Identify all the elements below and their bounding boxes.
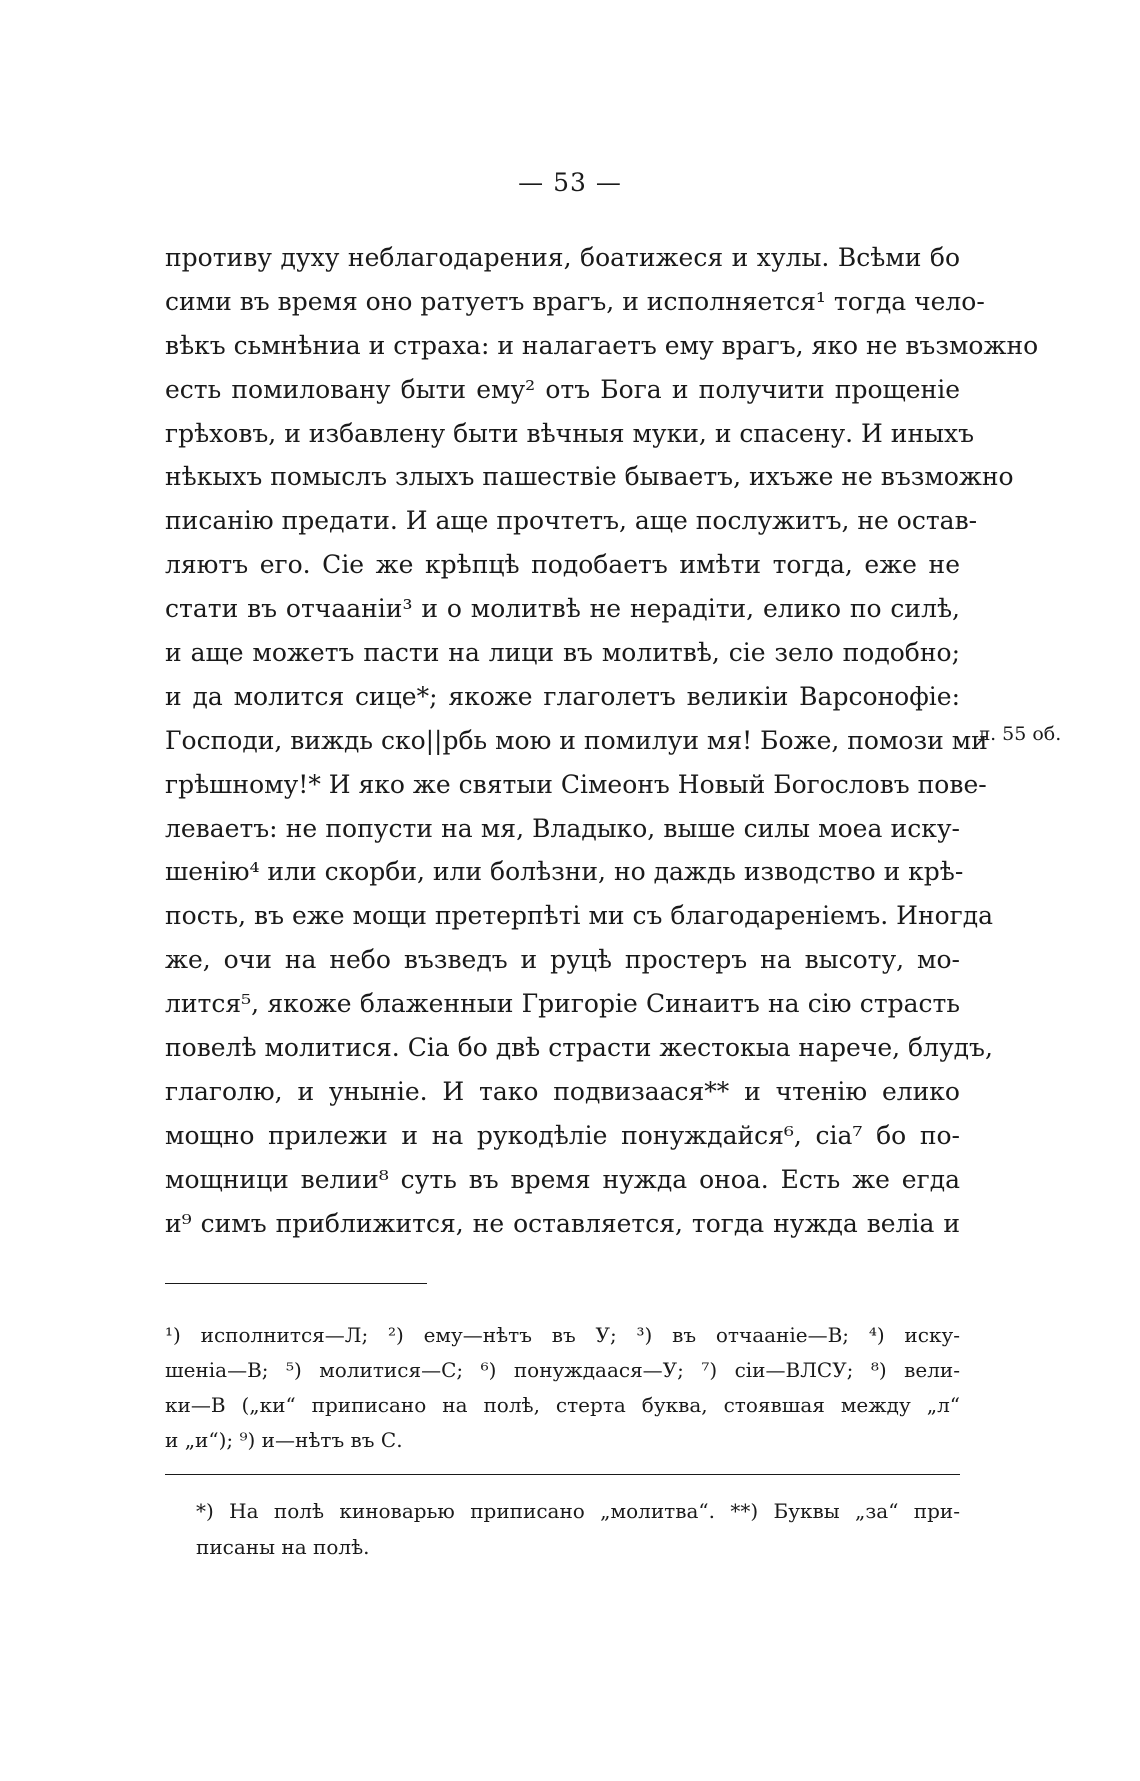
text-line: и да молится сице*; якоже глаголетъ великіи Варсонофіе:	[165, 681, 960, 711]
text-line: пость, въ еже мощи претерпѣті ми съ благодареніемъ. Иногда	[165, 901, 994, 931]
text-line: мощно прилежи и на рукодѣліе понуждайся⁶, сіа⁷ бо по-	[165, 1120, 960, 1150]
footnote-line: и „и“); ⁹) и—нѣтъ въ С.	[165, 1428, 403, 1452]
footnotes	[165, 1318, 960, 1458]
text-line: вѣкъ сьмнѣниа и страха: и налагаетъ ему врагъ, яко не възможно	[165, 330, 1039, 360]
text-line: леваетъ: не попусти на мя, Владыко, выше силы моеа иску-	[165, 813, 960, 843]
text-line: и аще можетъ пасти на лици въ молитвѣ, сіе зело подобно;	[165, 638, 960, 668]
text-line: грѣховъ, и избавлену быти вѣчныя муки, и спасену. И иныхъ	[165, 418, 975, 448]
footnote-line: ки—В („ки“ приписано на полѣ, стерта буква, стоявшая между „л“	[165, 1393, 960, 1417]
footnote-line: ¹) исполнится—Л; ²) ему—нѣтъ въ У; ³) въ отчааніе—В; ⁴) иску-	[165, 1323, 960, 1347]
text-line: грѣшному!* И яко же святыи Сімеонъ Новый Богословъ пове-	[165, 769, 987, 799]
text-line: сими въ время оно ратуетъ врагъ, и исполняется¹ тогда чело-	[165, 286, 985, 316]
footnote-line: шеніа—В; ⁵) молитися—С; ⁶) понуждаася—У; ⁷) сіи—ВЛСУ; ⁸) вели-	[165, 1358, 960, 1382]
text-line: стати въ отчааніи³ и о молитвѣ не нерадіти, елико по силѣ,	[165, 594, 960, 624]
text-line: глаголю, и уныніе. И тако подвизаася** и чтенію елико	[165, 1076, 960, 1106]
note-line: *) На полѣ киноварью приписано „молитва“. **) Буквы „за“ при-	[196, 1499, 960, 1523]
editorial-notes	[196, 1493, 960, 1565]
text-line: Господи, виждь ско||рбь мою и помилуи мя! Боже, помози ми	[165, 725, 988, 755]
margin-folio-note: л. 55 об.	[978, 723, 1062, 745]
text-line: противу духу неблагодарения, боатижеся и хулы. Всѣми бо	[165, 243, 960, 272]
note-line: писаны на полѣ.	[196, 1535, 370, 1559]
notes-separator	[165, 1474, 960, 1475]
footnote-separator	[165, 1283, 427, 1284]
page-number: — 53 —	[518, 168, 622, 197]
text-line: лится⁵, якоже блаженныи Григоріе Синаитъ на сію страсть	[165, 989, 960, 1019]
text-line: ляютъ его. Сіе же крѣпцѣ подобаетъ имѣти тогда, еже не	[165, 550, 960, 580]
text-line: есть помиловану быти ему² отъ Бога и получити прощеніе	[165, 374, 960, 404]
text-line: повелѣ молитися. Сіа бо двѣ страсти жестокыа нарече, блудъ,	[165, 1033, 993, 1063]
text-line: же, очи на небо възведъ и руцѣ простеръ на высоту, мо-	[165, 945, 960, 975]
text-line: мощници велии⁸ суть въ время нужда оноа. Есть же егда	[165, 1164, 960, 1194]
text-line: писанію предати. И аще прочтетъ, аще послужитъ, не остав-	[165, 506, 978, 536]
text-line: шенію⁴ или скорби, или болѣзни, но даждь изводство и крѣ-	[165, 857, 964, 887]
text-line: нѣкыхъ помыслъ злыхъ пашествіе бываетъ, ихъже не възможно	[165, 462, 1014, 492]
text-line: и⁹ симъ приближится, не оставляется, тогда нужда веліа и	[165, 1208, 960, 1238]
